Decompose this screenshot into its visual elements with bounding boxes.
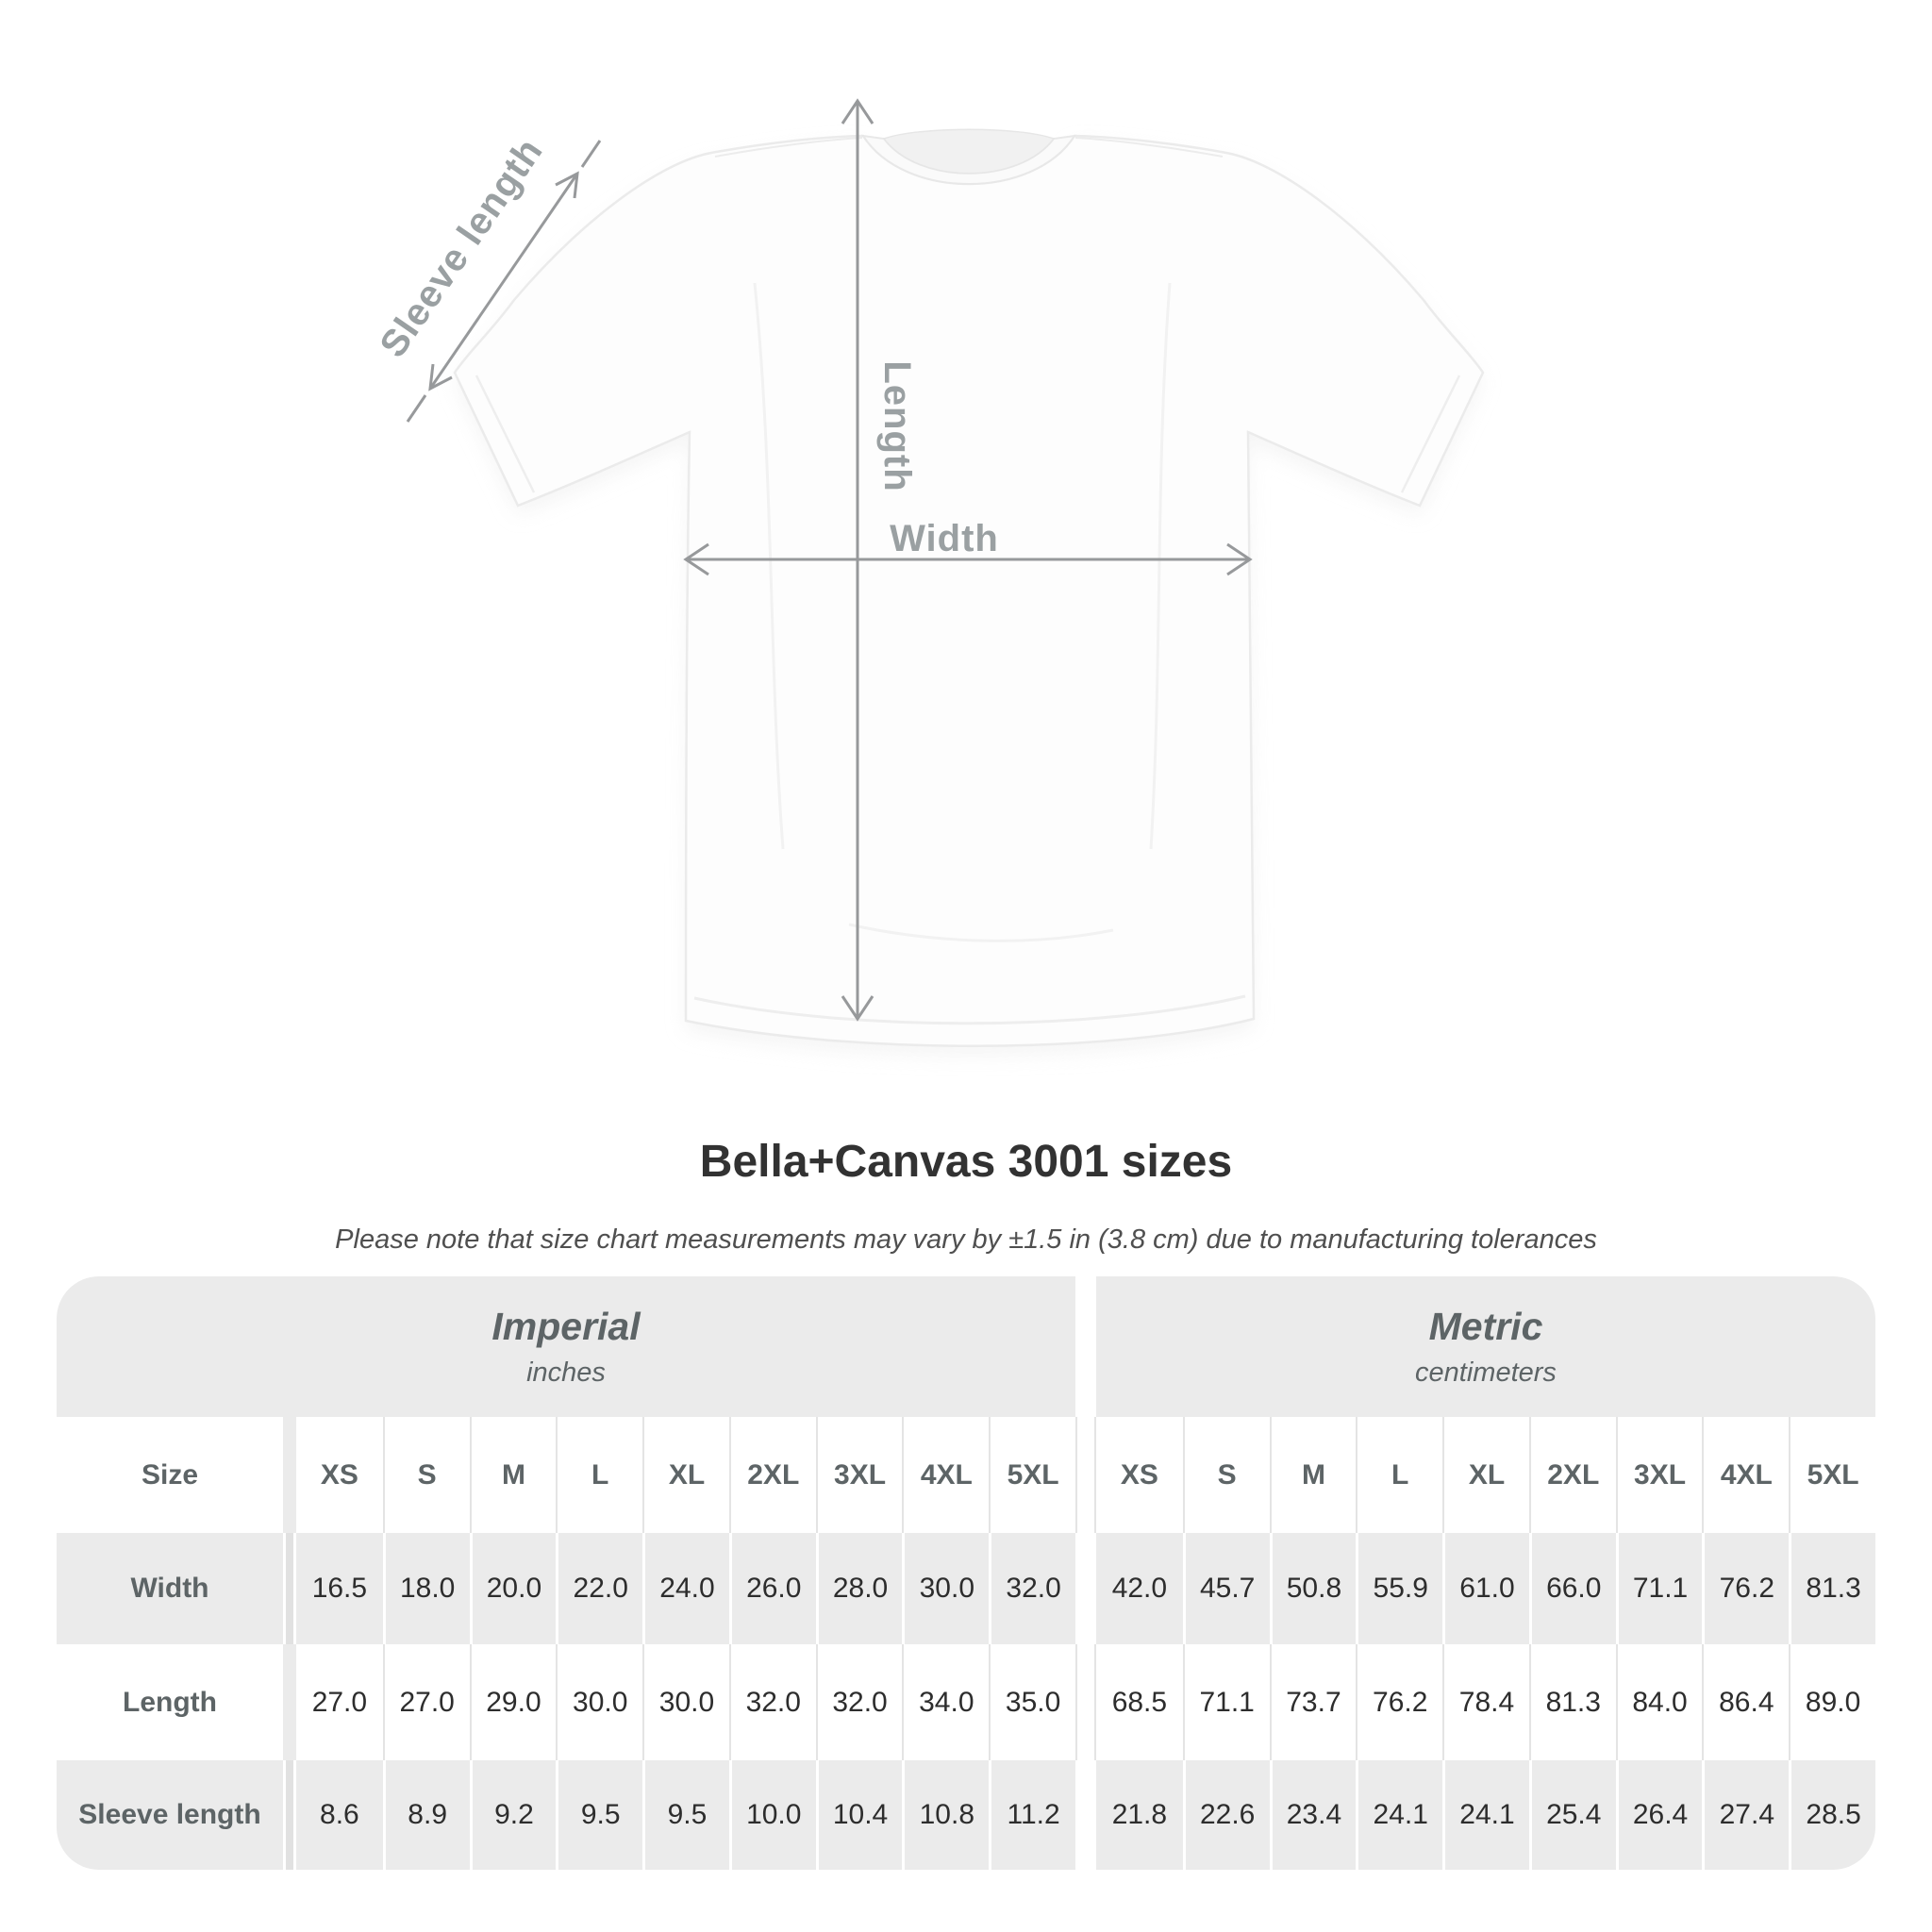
size-chart-rows xyxy=(57,1417,1875,1870)
table-row xyxy=(57,1644,1875,1760)
tolerance-note: Please note that size chart measurements may vary by ±1.5 in (3.8 cm) due to manufacturing tolerances xyxy=(335,1224,1597,1255)
size-header-cell: 5XL xyxy=(1789,1417,1875,1533)
measurement-cell: 50.8 xyxy=(1270,1533,1357,1644)
table-size-header-row xyxy=(57,1417,1875,1533)
size-header-cell: XL xyxy=(642,1417,729,1533)
size-header-cell: XS xyxy=(320,1458,358,1491)
measurement-cell: 22.0 xyxy=(556,1533,642,1644)
measurement-cell: 32.0 xyxy=(729,1644,816,1760)
table-row xyxy=(57,1760,1875,1870)
size-header-cell: 2XL xyxy=(1529,1417,1616,1533)
label-separator xyxy=(283,1417,296,1533)
measurement-cell: 10.8 xyxy=(902,1760,989,1870)
size-header-cell: 3XL xyxy=(816,1417,903,1533)
group-gap xyxy=(1075,1276,1096,1417)
measurement-cell: 26.0 xyxy=(729,1533,816,1644)
measurement-cell: 9.5 xyxy=(642,1760,729,1870)
measurement-cell: 8.9 xyxy=(383,1760,470,1870)
row-label: Width xyxy=(57,1533,283,1644)
measurement-cell: 76.2 xyxy=(1356,1644,1442,1760)
measurement-cell: 24.1 xyxy=(1356,1760,1442,1870)
size-header-cell: M xyxy=(470,1417,557,1533)
measurement-cell: 30.0 xyxy=(902,1533,989,1644)
label-separator xyxy=(283,1760,296,1870)
measurement-cell: 10.4 xyxy=(816,1760,903,1870)
page-title: Bella+Canvas 3001 sizes xyxy=(699,1137,1233,1187)
row-label: Sleeve length xyxy=(57,1760,283,1870)
size-header-cell: S xyxy=(383,1417,470,1533)
measurement-cell: 34.0 xyxy=(902,1644,989,1760)
size-header-cell: XL xyxy=(1442,1417,1529,1533)
label-separator xyxy=(283,1644,296,1760)
metric-group-header xyxy=(1096,1276,1875,1417)
row-label: Length xyxy=(123,1686,217,1718)
measurement-cell: 29.0 xyxy=(470,1644,557,1760)
size-header-cell: M xyxy=(1270,1417,1357,1533)
measurement-cell: 18.0 xyxy=(383,1533,470,1644)
measurement-cell: 71.1 xyxy=(1616,1533,1703,1644)
imperial-group-header xyxy=(57,1276,1075,1417)
measurement-cell: 89.0 xyxy=(1789,1644,1875,1760)
measurement-cell: 81.3 xyxy=(1529,1644,1616,1760)
measurement-cell: 24.1 xyxy=(1442,1760,1529,1870)
measurement-cell: 73.7 xyxy=(1270,1644,1357,1760)
size-header-cell: 5XL xyxy=(989,1417,1075,1533)
measurement-cell: 27.0 xyxy=(311,1686,368,1718)
length-label: Length xyxy=(876,360,918,492)
measurement-cell: 25.4 xyxy=(1529,1760,1616,1870)
size-header-cell: 4XL xyxy=(902,1417,989,1533)
measurement-cell: 24.0 xyxy=(642,1533,729,1644)
measurement-cell: 61.0 xyxy=(1442,1533,1529,1644)
size-header-cell: 3XL xyxy=(1616,1417,1703,1533)
measurement-cell: 86.4 xyxy=(1702,1644,1789,1760)
measurement-cell: 23.4 xyxy=(1270,1760,1357,1870)
measurement-cell: 21.8 xyxy=(1096,1760,1183,1870)
measurement-cell: 30.0 xyxy=(642,1644,729,1760)
size-header-cell: XS xyxy=(1120,1458,1158,1491)
measurement-cell: 45.7 xyxy=(1183,1533,1270,1644)
measurement-cell: 16.5 xyxy=(296,1533,383,1644)
measurement-cell: 76.2 xyxy=(1702,1533,1789,1644)
measurement-cell: 27.4 xyxy=(1702,1760,1789,1870)
metric-group-unit: centimeters xyxy=(1415,1357,1557,1388)
measurement-cell: 68.5 xyxy=(1111,1686,1168,1718)
size-header-cell: L xyxy=(556,1417,642,1533)
size-chart-table xyxy=(57,1276,1875,1870)
group-gap xyxy=(1075,1760,1096,1870)
imperial-group-name: Imperial xyxy=(491,1305,641,1348)
unit-group-header-row xyxy=(57,1276,1875,1417)
sleeve-length-label: Sleeve length xyxy=(372,130,552,365)
measurement-cell: 27.0 xyxy=(383,1644,470,1760)
measurement-cell: 32.0 xyxy=(989,1533,1075,1644)
measurement-cell: 28.0 xyxy=(816,1533,903,1644)
measurement-cell: 20.0 xyxy=(470,1533,557,1644)
measurement-cell: 66.0 xyxy=(1529,1533,1616,1644)
measurement-cell: 8.6 xyxy=(296,1760,383,1870)
measurement-cell: 55.9 xyxy=(1356,1533,1442,1644)
tshirt-photo xyxy=(455,129,1483,1046)
measurement-cell: 11.2 xyxy=(989,1760,1075,1870)
measurement-cell: 9.2 xyxy=(470,1760,557,1870)
measurement-cell: 32.0 xyxy=(816,1644,903,1760)
measurement-cell: 22.6 xyxy=(1183,1760,1270,1870)
size-column-header: Size xyxy=(141,1458,199,1491)
size-header-cell: L xyxy=(1356,1417,1442,1533)
measurement-cell: 30.0 xyxy=(556,1644,642,1760)
width-label: Width xyxy=(890,518,999,559)
group-gap xyxy=(1075,1533,1096,1644)
measurement-cell: 10.0 xyxy=(729,1760,816,1870)
measurement-cell: 81.3 xyxy=(1789,1533,1875,1644)
group-gap xyxy=(1075,1644,1096,1760)
imperial-group-unit: inches xyxy=(526,1357,606,1388)
size-header-cell: 4XL xyxy=(1702,1417,1789,1533)
measurement-cell: 35.0 xyxy=(989,1644,1075,1760)
measurement-cell: 78.4 xyxy=(1442,1644,1529,1760)
label-separator xyxy=(283,1533,296,1644)
measurement-cell: 28.5 xyxy=(1789,1760,1875,1870)
size-header-cell: S xyxy=(1183,1417,1270,1533)
measurement-cell: 26.4 xyxy=(1616,1760,1703,1870)
table-row xyxy=(57,1533,1875,1644)
measurement-cell: 42.0 xyxy=(1096,1533,1183,1644)
measurement-cell: 9.5 xyxy=(556,1760,642,1870)
size-header-cell: 2XL xyxy=(729,1417,816,1533)
measurement-cell: 84.0 xyxy=(1616,1644,1703,1760)
group-gap xyxy=(1075,1417,1096,1533)
metric-group-name: Metric xyxy=(1428,1305,1543,1348)
measurement-cell: 71.1 xyxy=(1183,1644,1270,1760)
